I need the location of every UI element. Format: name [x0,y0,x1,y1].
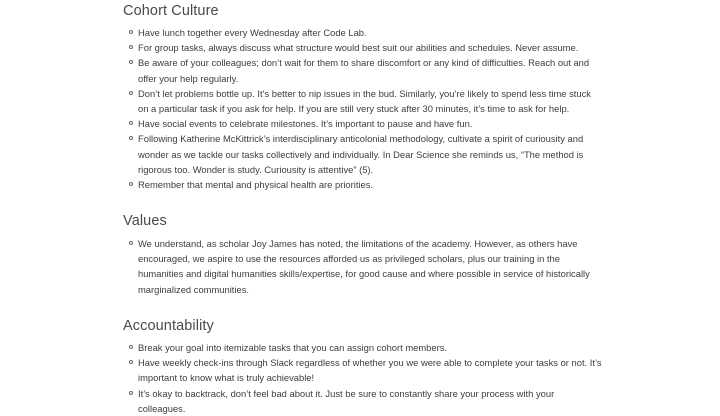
list-item [123,386,603,416]
list-item [123,131,603,177]
list-item-text: Have lunch together every Wednesday after Code Lab. [138,27,367,38]
list-item-text: Have social events to celebrate milestones. It’s important to pause and have fun. [138,118,473,130]
bullet-icon [129,345,133,349]
bullet-icon [129,136,133,140]
list-item [123,116,603,131]
cohort-culture-list [123,25,603,192]
bullet-icon [129,121,133,125]
bullet-icon [129,60,133,64]
values-heading: Values [123,213,167,229]
list-item-text: Don’t let problems bottle up. It’s better to nip issues in the bud. Similarly, you’re likely to spend less time stuck on a particular task if you ask for help. If you are still very stuck after 30 minutes, it’s time to ask for help. [138,87,591,115]
accountability-section [123,317,603,416]
list-item-text: Following Katherine McKittrick’s interdisciplinary anticolonial methodology, cultivate a spirit of curiousity and wonder as we tackle our tasks collectively and individually. In Dear Science she reminds us, “The method is rigorous too. Wonder is study. Curiousity is attentive” (5). [138,133,584,175]
cohort-culture-heading: Cohort Culture [123,3,219,19]
list-item [123,355,603,385]
list-item-text: Be aware of your colleagues; don’t wait for them to share discomfort or any kind of difficulties. Reach out and offer your help regularly. [138,57,590,84]
list-item [123,340,603,355]
list-item [123,177,603,192]
values-list [123,236,603,297]
list-item [123,25,603,40]
list-item-text: For group tasks, always discuss what structure would best suit our abilities and schedules. Never assume. [138,42,579,54]
list-item [123,86,603,116]
accountability-list [123,340,603,416]
list-item [123,55,603,85]
list-item-text: We understand, as scholar Joy James has noted, the limitations of the academy. However, as others have encouraged, we aspire to use the resources afforded us as privileged scholars, plus our training in the humanities and digital humanities skills/expertise, for good cause and where possible in service of historically marginalized communities. [138,238,590,295]
bullet-icon [129,360,133,364]
bullet-icon [129,182,133,186]
cohort-culture-section [123,2,603,192]
bullet-icon [129,391,133,395]
list-item-text: Break your goal into itemizable tasks that you can assign cohort members. [138,342,448,353]
values-section [123,212,603,297]
bullet-icon [129,91,133,95]
accountability-heading: Accountability [123,318,214,334]
list-item [123,236,603,297]
list-item [123,40,603,55]
list-item-text: Remember that mental and physical health are priorities. [138,179,374,191]
bullet-icon [129,241,133,245]
bullet-icon [129,45,133,49]
bullet-icon [129,30,133,34]
list-item-text: It’s okay to backtrack, don’t feel bad about it. Just be sure to constantly share your process with your colleagues. [138,387,555,414]
list-item-text: Have weekly check-ins through Slack regardless of whether you we were able to complete your tasks or not. It’s important to know what is truly achievable! [138,357,602,384]
